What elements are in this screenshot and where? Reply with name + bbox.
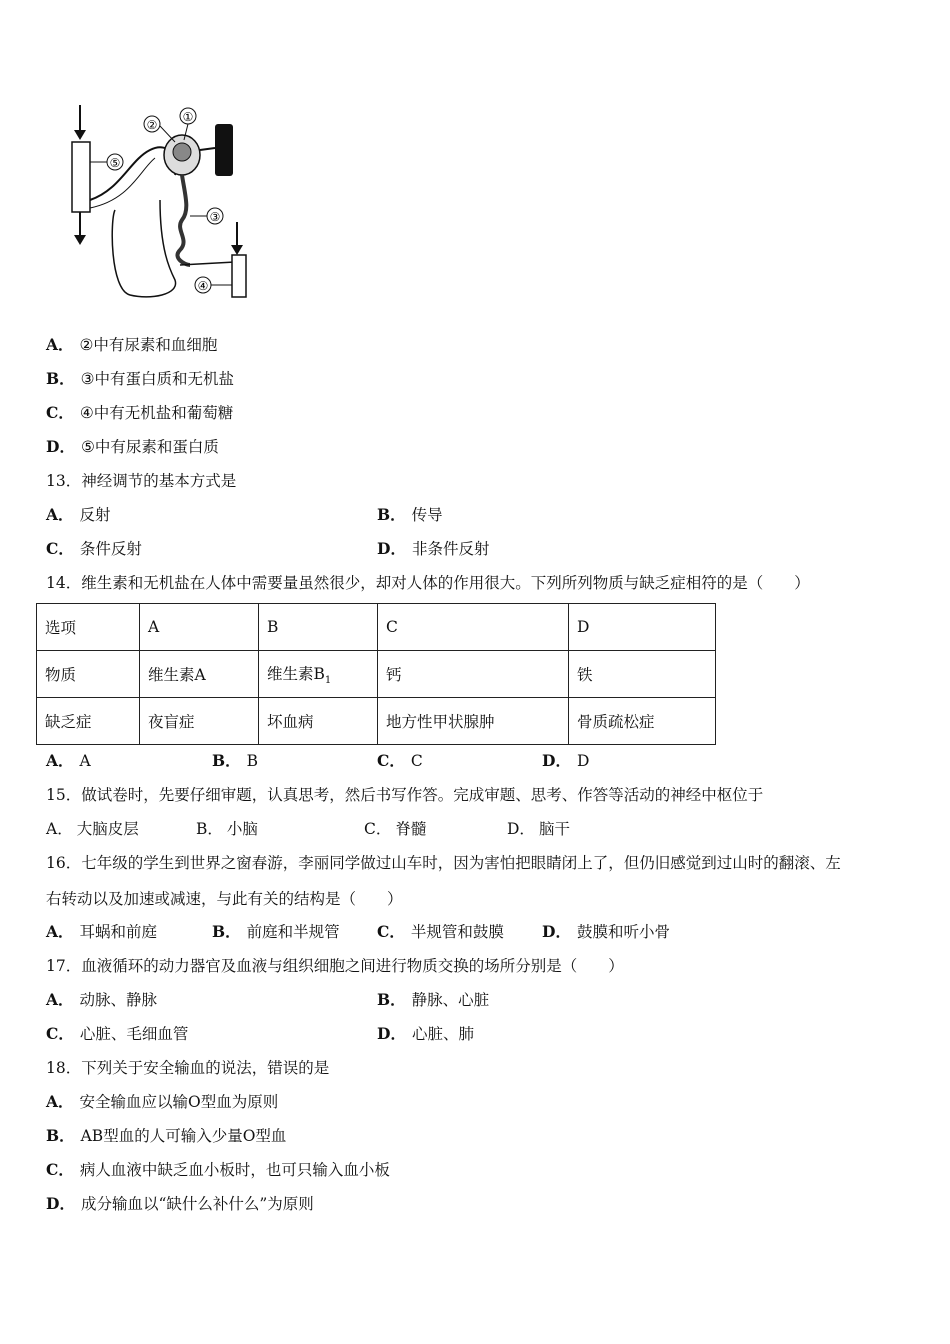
- table-cell: 缺乏症: [37, 698, 140, 745]
- table-cell: 钙: [378, 651, 569, 698]
- table-cell: 坏血病: [259, 698, 378, 745]
- q18-option-d[interactable]: D． 成分输血以“缺什么补什么”为原则: [46, 1194, 314, 1213]
- q17-option-c[interactable]: C． 心脏、毛细血管: [46, 1024, 189, 1043]
- table-cell: 维生素A: [140, 651, 259, 698]
- q15-option-c[interactable]: C． 脊髓: [364, 820, 427, 838]
- subscript: 1: [324, 675, 332, 687]
- q13-stem: 13．神经调节的基本方式是: [46, 472, 237, 490]
- q16-stem-line2: 右转动以及加速或减速，与此有关的结构是（ ）: [46, 890, 403, 908]
- q16-option-d[interactable]: D． 鼓膜和听小骨: [542, 922, 670, 941]
- q18-option-c[interactable]: C． 病人血液中缺乏血小板时，也可只输入血小板: [46, 1160, 390, 1179]
- q14-table: [36, 603, 716, 745]
- figure-label-1: ①: [182, 110, 194, 124]
- table-cell: 骨质疏松症: [569, 698, 716, 745]
- q15-option-b[interactable]: B． 小脑: [196, 820, 258, 838]
- figure-label-5: ⑤: [109, 156, 121, 170]
- q18-option-b[interactable]: B． AB型血的人可输入少量O型血: [46, 1126, 287, 1145]
- q17-option-a[interactable]: A． 动脉、静脉: [46, 990, 158, 1009]
- q13-option-c[interactable]: C． 条件反射: [46, 539, 142, 558]
- q12-option-b[interactable]: B． ③中有蛋白质和无机盐: [46, 369, 235, 388]
- figure-label-3: ③: [209, 210, 221, 224]
- q14-option-c[interactable]: C． C: [377, 751, 423, 770]
- q16-stem-line1: 16．七年级的学生到世界之窗春游，李丽同学做过山车时，因为害怕把眼睛闭上了，但仍旧感觉到过山时的翻滚、左: [46, 854, 841, 872]
- figure-label-4: ④: [197, 279, 209, 293]
- q17-stem: 17．血液循环的动力器官及血液与组织细胞之间进行物质交换的场所分别是（ ）: [46, 957, 624, 975]
- q15-option-d[interactable]: D． 脑干: [507, 820, 570, 838]
- nephron-diagram: [60, 100, 270, 305]
- table-cell: C: [378, 604, 569, 651]
- q16-option-c[interactable]: C． 半规管和鼓膜: [377, 922, 504, 941]
- q12-option-c[interactable]: C． ④中有无机盐和葡萄糖: [46, 403, 234, 422]
- figure-label-2: ②: [146, 118, 158, 132]
- q16-option-b[interactable]: B． 前庭和半规管: [212, 922, 340, 941]
- table-cell: 夜盲症: [140, 698, 259, 745]
- q13-option-d[interactable]: D． 非条件反射: [377, 539, 490, 558]
- table-cell: B: [259, 604, 378, 651]
- q12-option-a[interactable]: A． ②中有尿素和血细胞: [46, 335, 218, 354]
- q14-stem: 14．维生素和无机盐在人体中需要量虽然很少，却对人体的作用很大。下列所列物质与缺乏症相符的是（ ）: [46, 574, 810, 592]
- q14-option-d[interactable]: D． D: [542, 751, 590, 770]
- table-cell: 选项: [37, 604, 140, 651]
- q16-option-a[interactable]: A． 耳蜗和前庭: [46, 922, 158, 941]
- q12-option-d[interactable]: D． ⑤中有尿素和蛋白质: [46, 437, 219, 456]
- q18-stem: 18．下列关于安全输血的说法，错误的是: [46, 1059, 330, 1077]
- table-cell: 铁: [569, 651, 716, 698]
- table-cell: 地方性甲状腺肿: [378, 698, 569, 745]
- q17-option-d[interactable]: D． 心脏、肺: [377, 1024, 474, 1043]
- q15-stem: 15．做试卷时，先要仔细审题，认真思考，然后书写作答。完成审题、思考、作答等活动的神经中枢位于: [46, 786, 764, 804]
- q17-option-b[interactable]: B． 静脉、心脏: [377, 990, 490, 1009]
- q13-option-a[interactable]: A． 反射: [46, 505, 111, 524]
- table-row: [37, 651, 716, 698]
- table-row: [37, 698, 716, 745]
- table-row: [37, 604, 716, 651]
- q14-option-a[interactable]: A． A: [46, 751, 91, 770]
- q18-option-a[interactable]: A． 安全输血应以输O型血为原则: [46, 1092, 279, 1111]
- q15-option-a[interactable]: A． 大脑皮层: [46, 820, 139, 838]
- table-cell: 物质: [37, 651, 140, 698]
- q13-option-b[interactable]: B． 传导: [377, 505, 443, 524]
- table-cell: A: [140, 604, 259, 651]
- table-cell: D: [569, 604, 716, 651]
- table-cell: 维生素$B_1$: [259, 651, 378, 698]
- q14-option-b[interactable]: B． B: [212, 751, 258, 770]
